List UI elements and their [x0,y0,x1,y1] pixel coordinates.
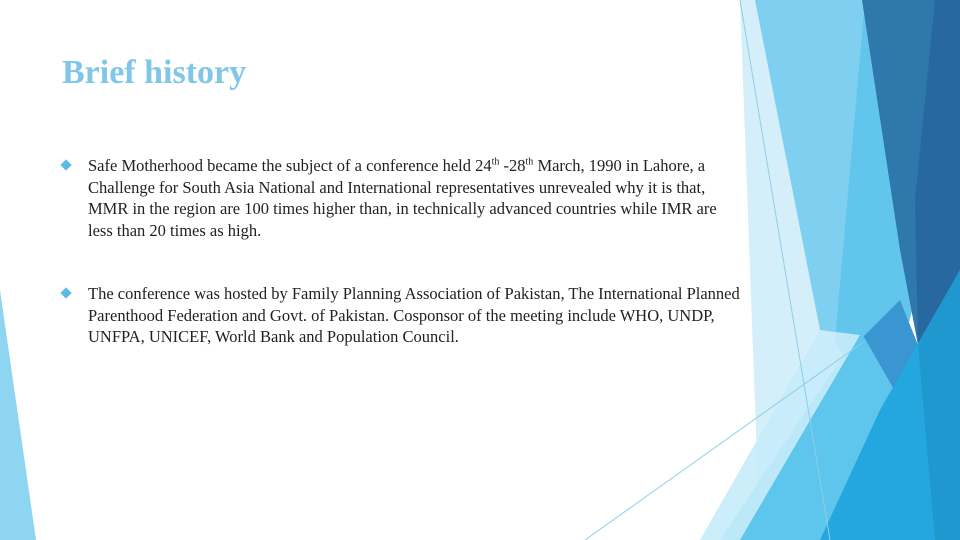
bullet-list [62,155,742,390]
bullet-item [62,155,742,241]
diamond-bullet-icon [60,287,71,298]
diamond-bullet-icon [60,159,71,170]
bullet-text: The conference was hosted by Family Planning Association of Pakistan, The International Planned Parenthood Federation and Govt. of Pakistan. Cosponsor of the meeting include WHO, UNDP, UNFPA, UNICEF, World Bank and Population Council. [88,284,740,346]
bg-shape-left [0,290,36,540]
bullet-item [62,283,742,348]
slide-title: Brief history [62,54,247,91]
bullet-text: Safe Motherhood became the subject of a conference held 24th -28th March, 1990 in Lahore, a Challenge for South Asia National and International representatives unrevealed why it is that, MMR in the region are 100 times higher than, in technically advanced countries while IMR are less than 20 times as high. [88,156,717,240]
